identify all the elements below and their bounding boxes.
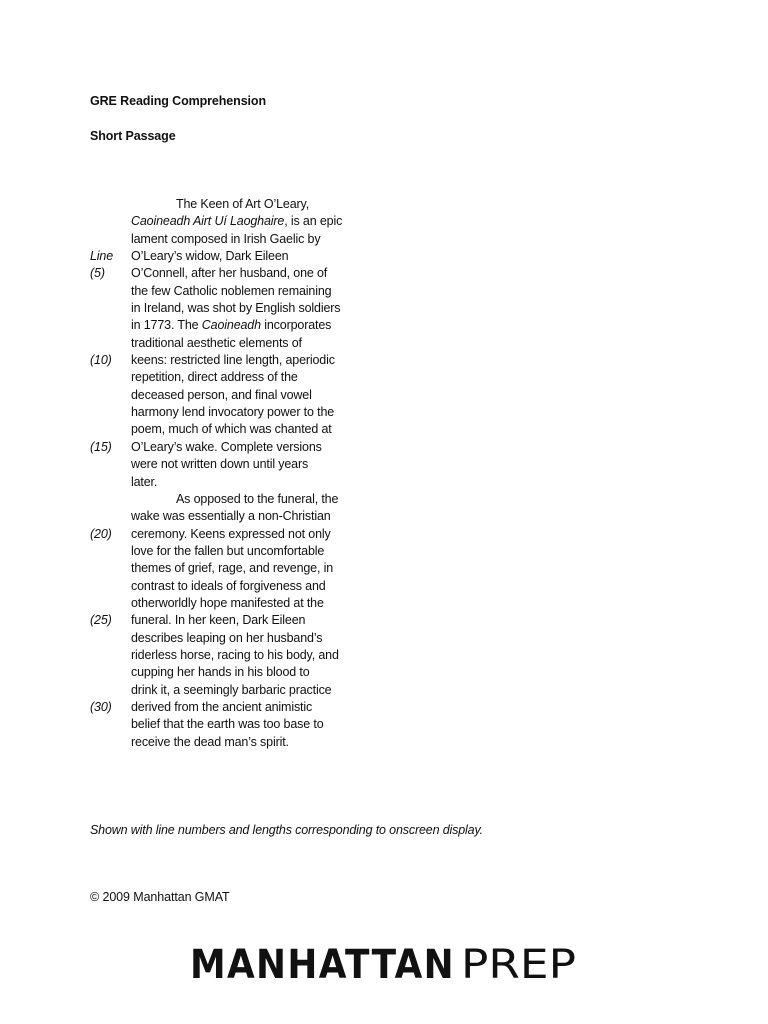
line-text-body: funeral. In her keen, Dark Eileen	[131, 613, 306, 628]
passage-line	[90, 612, 390, 629]
line-text-body: the few Catholic noblemen remaining	[131, 283, 332, 298]
line-number: (10)	[90, 353, 112, 368]
line-text-body: were not written down until years	[131, 457, 309, 472]
passage-line	[90, 335, 390, 352]
passage-line	[90, 248, 390, 265]
line-text-body: derived from the ancient animistic	[131, 699, 313, 714]
line-text-body: The Keen of Art O’Leary,	[176, 197, 310, 211]
line-text-body: repetition, direct address of the	[131, 370, 298, 385]
passage-line	[90, 508, 390, 525]
line-text	[131, 508, 331, 525]
line-text-body: O’Connell, after her husband, one of	[131, 266, 328, 281]
line-text-body: ceremony. Keens expressed not only	[131, 526, 331, 541]
line-text-body: O’Leary’s widow, Dark Eileen	[131, 249, 289, 264]
line-text	[131, 265, 327, 282]
passage-line	[90, 369, 390, 386]
line-text-body: poem, much of which was chanted at	[131, 422, 332, 437]
passage-line	[90, 439, 390, 456]
document-subtitle: Short Passage	[90, 129, 176, 143]
passage-line	[90, 543, 390, 560]
line-text	[131, 699, 312, 716]
line-text-body: As opposed to the funeral, the	[176, 491, 339, 506]
passage-line	[90, 352, 390, 369]
line-text-body: cupping her hands in his blood to	[131, 665, 310, 680]
document-title: GRE Reading Comprehension	[90, 94, 266, 108]
line-text-body: receive the dead man’s spirit.	[131, 734, 289, 749]
passage-line	[90, 716, 390, 733]
passage-line	[90, 231, 390, 248]
copyright-notice: © 2009 Manhattan GMAT	[90, 890, 230, 904]
line-text	[131, 404, 334, 421]
line-text	[131, 300, 340, 317]
line-text	[131, 647, 339, 664]
passage-line	[90, 387, 390, 404]
line-text	[131, 317, 331, 334]
logo-light-text: PREP	[461, 942, 576, 984]
manhattan-prep-logo	[190, 940, 580, 984]
line-text-body: describes leaping on her husband’s	[131, 630, 323, 645]
line-text	[131, 734, 289, 751]
line-text-body: riderless horse, racing to his body, and	[131, 647, 339, 662]
passage-line	[90, 560, 390, 577]
line-text-body: belief that the earth was too base to	[131, 717, 324, 732]
line-text	[131, 213, 342, 230]
line-text	[176, 491, 338, 508]
line-text-body: O’Leary’s wake. Complete versions	[131, 439, 322, 454]
line-text-body: love for the fallen but uncomfortable	[131, 543, 325, 558]
line-text	[131, 526, 331, 543]
line-text	[131, 595, 324, 612]
line-text	[131, 231, 320, 248]
line-text	[131, 543, 324, 560]
line-text-body: incorporates	[260, 318, 332, 333]
line-text-body: in Ireland, was shot by English soldiers	[131, 301, 341, 316]
display-note: Shown with line numbers and lengths corresponding to onscreen display.	[90, 823, 483, 837]
line-number: (5)	[90, 266, 105, 281]
line-number: (25)	[90, 613, 112, 628]
line-text	[131, 612, 305, 629]
italic-title: Caoineadh	[201, 318, 261, 333]
passage-line	[90, 317, 390, 334]
line-text	[131, 560, 333, 577]
line-text-body: keens: restricted line length, aperiodic	[131, 353, 335, 368]
passage-line	[90, 664, 390, 681]
line-text	[131, 335, 302, 352]
passage-line	[90, 474, 390, 491]
passage-line	[90, 734, 390, 751]
line-text	[131, 664, 310, 681]
passage-line	[90, 283, 390, 300]
line-text-body: lament composed in Irish Gaelic by	[131, 231, 321, 246]
passage-line	[90, 456, 390, 473]
line-text	[131, 474, 157, 491]
line-number: (15)	[90, 439, 112, 454]
line-text-body: , is an epic	[284, 214, 343, 229]
passage-line	[90, 421, 390, 438]
line-text	[131, 578, 326, 595]
line-number: Line	[90, 249, 114, 264]
line-number: (20)	[90, 526, 112, 541]
line-text	[131, 682, 332, 699]
line-text-body: otherworldly hope manifested at the	[131, 595, 324, 610]
passage-line	[90, 265, 390, 282]
line-text	[131, 283, 331, 300]
line-text	[131, 387, 312, 404]
line-text	[131, 456, 308, 473]
line-text	[131, 248, 288, 265]
line-text-body: traditional aesthetic elements of	[131, 335, 302, 350]
line-text	[131, 352, 335, 369]
passage-line	[90, 526, 390, 543]
passage-line	[90, 682, 390, 699]
passage-line	[90, 578, 390, 595]
reading-passage	[90, 196, 390, 751]
passage-line	[90, 300, 390, 317]
passage-line	[90, 491, 390, 508]
line-text	[131, 630, 322, 647]
passage-line	[90, 647, 390, 664]
line-text-body: themes of grief, rage, and revenge, in	[131, 561, 334, 576]
line-text	[131, 421, 332, 438]
line-text-lead: in 1773. The	[131, 318, 202, 333]
passage-line	[90, 699, 390, 716]
passage-line	[90, 213, 390, 230]
line-number: (30)	[90, 699, 112, 714]
line-text	[131, 369, 298, 386]
passage-line	[90, 196, 390, 213]
passage-line	[90, 630, 390, 647]
line-text-body: later.	[131, 474, 158, 489]
passage-line	[90, 404, 390, 421]
line-text-body: drink it, a seemingly barbaric practice	[131, 682, 332, 697]
line-text-body: deceased person, and final vowel	[131, 387, 312, 402]
line-text-body: contrast to ideals of forgiveness and	[131, 578, 326, 593]
logo-bold-text: MANHATTAN	[190, 942, 455, 984]
line-text-body: wake was essentially a non-Christian	[131, 509, 331, 524]
line-text	[131, 439, 322, 456]
passage-line	[90, 595, 390, 612]
line-text	[176, 196, 309, 213]
italic-title: Caoineadh Airt Uí Laoghaire	[131, 214, 285, 229]
line-text-body: harmony lend invocatory power to the	[131, 405, 335, 420]
line-text	[131, 716, 324, 733]
